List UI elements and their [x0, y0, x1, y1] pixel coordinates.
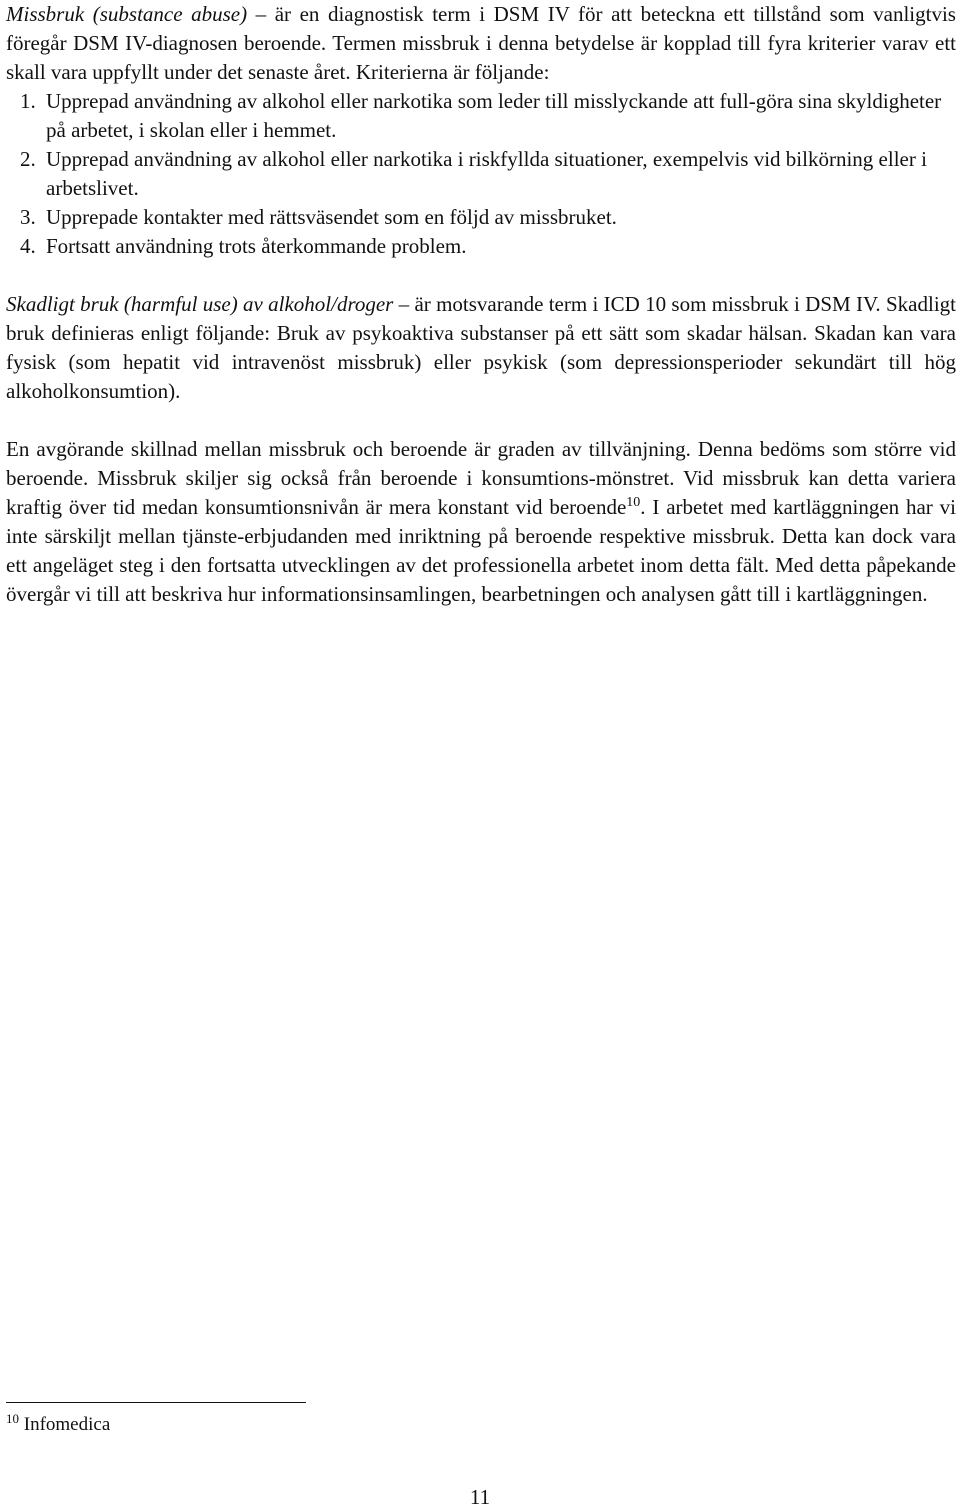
criteria-number: 3.	[20, 205, 36, 229]
skadligt-bruk-text: – är motsvarande term i ICD 10 som missbruk i DSM IV. Skadligt bruk definieras enligt följande: Bruk av psykoaktiva substanser på ett sätt som skadar hälsan. Skadan kan vara fysisk (som hepatit vid intravenöst missbruk) eller psykisk (som depressionsperioder sekundärt till hög alkoholkonsumtion).	[6, 292, 956, 403]
footnote-reference[interactable]: 10	[626, 495, 641, 510]
criteria-number: 1.	[20, 89, 36, 113]
missbruk-intro: – är en diagnostisk term i DSM IV för att beteckna ett tillstånd som vanligtvis föregår DSM IV-diagnosen beroende. Termen missbruk i denna betydelse är kopplad till fyra kriterier varav ett skall vara uppfyllt under det senaste året. Kriterierna är följande:	[6, 2, 956, 84]
footnote	[6, 1412, 110, 1438]
criteria-text: Upprepad användning av alkohol eller narkotika i riskfyllda situationer, exempelvis vid bilkörning eller i arbetslivet.	[46, 147, 927, 200]
skadligt-bruk-definition	[6, 290, 956, 406]
criteria-item	[6, 145, 956, 203]
page-number: 11	[469, 1485, 491, 1509]
criteria-list	[6, 87, 956, 261]
difference-text-start: En avgörande skillnad mellan missbruk och beroende är graden av tillvänjning. Denna bedöms som större vid beroende. Missbruk skiljer sig också från beroende i konsumtions-mönstret. Vid missbruk kan detta variera kraftig över tid medan konsumtionsnivån är mera konstant vid beroende	[6, 437, 956, 519]
missbruk-term: Missbruk	[6, 2, 85, 26]
criteria-text: Upprepade kontakter med rättsväsendet som en följd av missbruket.	[46, 205, 617, 229]
difference-paragraph	[6, 435, 956, 609]
document-page	[6, 0, 956, 609]
difference-text-end: . I arbetet med kartläggningen har vi inte särskiljt mellan tjänste-erbjudanden med inriktning på beroende respektive missbruk. Detta kan dock vara ett angeläget steg i den fortsatta utvecklingen av det professionella arbetet inom detta fält. Med detta påpekande övergår vi till att beskriva hur informationsinsamlingen, bearbetningen och analysen gått till i kartläggningen.	[6, 495, 956, 606]
criteria-item	[6, 87, 956, 145]
footnote-number: 10	[6, 1411, 19, 1426]
criteria-item	[6, 232, 956, 261]
footnote-separator	[6, 1402, 306, 1403]
skadligt-bruk-term: Skadligt bruk (harmful use) av alkohol/droger	[6, 292, 394, 316]
missbruk-term-english: (substance abuse)	[92, 2, 248, 26]
missbruk-definition	[6, 0, 956, 87]
footnote-text: Infomedica	[19, 1414, 111, 1435]
criteria-item	[6, 203, 956, 232]
criteria-number: 2.	[20, 147, 36, 171]
criteria-number: 4.	[20, 234, 36, 258]
criteria-text: Fortsatt användning trots återkommande problem.	[46, 234, 467, 258]
criteria-text: Upprepad användning av alkohol eller narkotika som leder till misslyckande att full-göra sina skyldigheter på arbetet, i skolan eller i hemmet.	[46, 89, 942, 142]
